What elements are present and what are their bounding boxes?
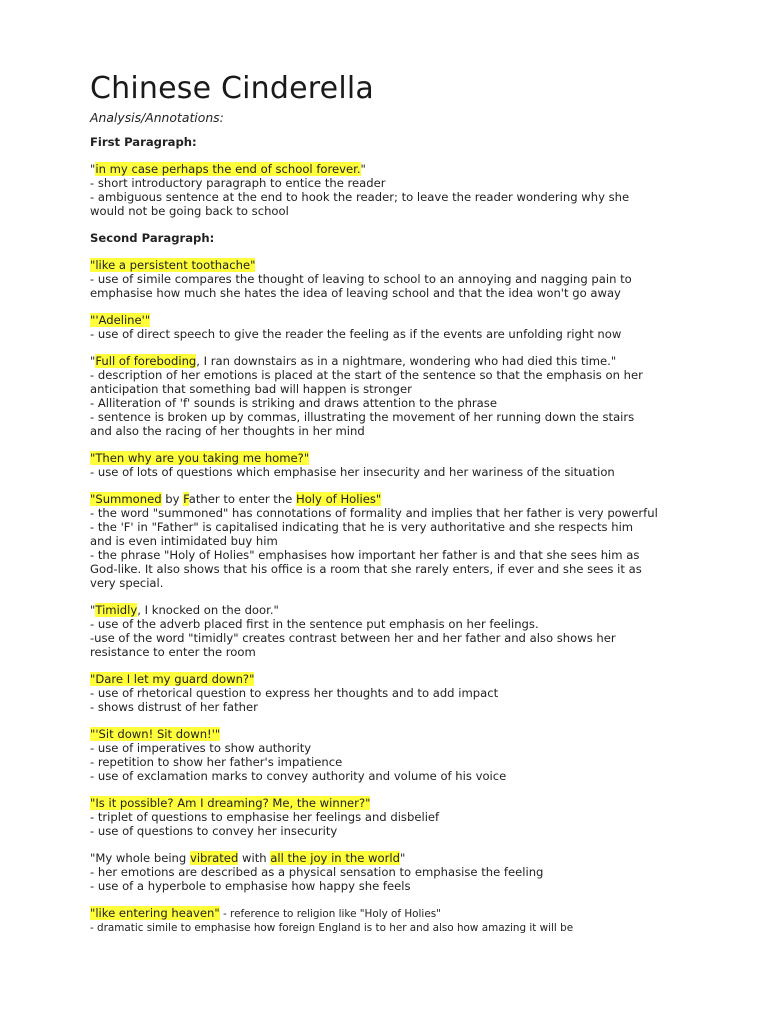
section-heading-first-paragraph: First Paragraph: xyxy=(90,135,197,149)
quote-text: " xyxy=(399,851,406,865)
note-line: - use of imperatives to show authority xyxy=(90,741,312,755)
note-line: - Alliteration of 'f' sounds is striking and draws attention to the phrase xyxy=(90,396,497,410)
highlighted-quote: F xyxy=(183,492,189,506)
note-line: - shows distrust of her father xyxy=(90,700,258,714)
annotation-block xyxy=(90,313,708,341)
highlighted-quote: "Summoned xyxy=(90,492,162,506)
quote-line xyxy=(90,313,708,327)
highlighted-quote: Timidly xyxy=(95,603,138,617)
highlighted-quote: vibrated xyxy=(189,851,239,865)
note-line: - triplet of questions to emphasise her feelings and disbelief xyxy=(90,810,440,824)
highlighted-quote: "like a persistent toothache" xyxy=(90,258,256,272)
note-line: would not be going back to school xyxy=(90,204,289,218)
note-line: - use of rhetorical question to express her thoughts and to add impact xyxy=(90,686,499,700)
highlighted-quote: "Is it possible? Am I dreaming? Me, the winner?" xyxy=(90,796,371,810)
highlighted-quote: all the joy in the world xyxy=(270,851,400,865)
note-line: -use of the word "timidly" creates contrast between her and her father and also shows her xyxy=(90,631,616,645)
note-line: - use of questions to convey her insecurity xyxy=(90,824,338,838)
note-line: - use of exclamation marks to convey authority and volume of his voice xyxy=(90,769,507,783)
annotation-block xyxy=(90,851,708,893)
note-line: - the phrase "Holy of Holies" emphasises how important her father is and that she sees him as xyxy=(90,548,640,562)
annotation-block xyxy=(90,492,708,590)
quote-text: , I ran downstairs as in a nightmare, wondering who had died this time." xyxy=(196,354,617,368)
annotation-block xyxy=(90,258,708,300)
quote-line xyxy=(90,672,708,686)
quote-text: " xyxy=(360,162,366,176)
note-line: resistance to enter the room xyxy=(90,645,256,659)
note-line: - use of the adverb placed first in the sentence put emphasis on her feelings. xyxy=(90,617,539,631)
quote-line xyxy=(90,851,708,865)
note-line: - use of lots of questions which emphasise her insecurity and her wariness of the situation xyxy=(90,465,615,479)
quote-line xyxy=(90,354,708,368)
note-line: and is even intimidated buy him xyxy=(90,534,278,548)
note-line: - the 'F' in "Father" is capitalised indicating that he is very authoritative and she respects him xyxy=(90,520,634,534)
quote-text: " xyxy=(90,354,96,368)
highlighted-quote: Full of foreboding xyxy=(95,354,197,368)
section-heading-second-paragraph: Second Paragraph: xyxy=(90,231,215,245)
quote-line xyxy=(90,727,708,741)
quote-text: " xyxy=(90,603,96,617)
note-line: very special. xyxy=(90,576,164,590)
note-line: God-like. It also shows that his office is a room that she rarely enters, if ever and she sees it as xyxy=(90,562,642,576)
annotation-block xyxy=(90,162,708,218)
note-line: - use of simile compares the thought of leaving to school to an annoying and nagging pain to xyxy=(90,272,632,286)
note-line: - use of a hyperbole to emphasise how happy she feels xyxy=(90,879,411,893)
quote-line xyxy=(90,796,708,810)
annotation-block xyxy=(90,354,708,438)
note-line: - repetition to show her father's impatience xyxy=(90,755,343,769)
highlighted-quote: "Dare I let my guard down?" xyxy=(90,672,255,686)
quote-text: with xyxy=(238,851,271,865)
highlighted-quote: "like entering heaven" xyxy=(90,906,220,920)
note-line: - short introductory paragraph to entice the reader xyxy=(90,176,386,190)
note-line: - her emotions are described as a physical sensation to emphasise the feeling xyxy=(90,865,544,879)
note-line: - the word "summoned" has connotations of formality and implies that her father is very powerful xyxy=(90,506,658,520)
quote-line xyxy=(90,906,708,921)
quote-text: "My whole being xyxy=(90,851,190,865)
annotation-block xyxy=(90,796,708,838)
quote-text: ather to enter the xyxy=(188,492,296,506)
note-line: - dramatic simile to emphasise how foreign England is to her and also how amazing it will be xyxy=(90,922,574,934)
inline-note: - reference to religion like "Holy of Holies" xyxy=(219,908,441,920)
annotation-block xyxy=(90,451,708,479)
note-line: anticipation that something bad will happen is stronger xyxy=(90,382,412,396)
quote-text: by xyxy=(161,492,184,506)
note-line: and also the racing of her thoughts in her mind xyxy=(90,424,365,438)
note-line: - sentence is broken up by commas, illustrating the movement of her running down the stairs xyxy=(90,410,635,424)
quote-line xyxy=(90,603,708,617)
quote-line xyxy=(90,451,708,465)
quote-text: , I knocked on the door." xyxy=(137,603,279,617)
note-line: - ambiguous sentence at the end to hook the reader; to leave the reader wondering why she xyxy=(90,190,630,204)
highlighted-quote: Holy of Holies" xyxy=(296,492,382,506)
note-line: - use of direct speech to give the reader the feeling as if the events are unfolding right now xyxy=(90,327,622,341)
quote-line xyxy=(90,492,708,506)
note-line: - description of her emotions is placed at the start of the sentence so that the emphasis on her xyxy=(90,368,643,382)
annotation-block xyxy=(90,603,708,659)
highlighted-quote: in my case perhaps the end of school forever. xyxy=(95,162,361,176)
annotation-block xyxy=(90,906,708,935)
highlighted-quote: "'Sit down! Sit down!'" xyxy=(90,727,221,741)
quote-line xyxy=(90,162,708,176)
highlighted-quote: "'Adeline'" xyxy=(90,313,151,327)
annotation-block xyxy=(90,672,708,714)
note-line: emphasise how much she hates the idea of leaving school and that the idea won't go away xyxy=(90,286,621,300)
highlighted-quote: "Then why are you taking me home?" xyxy=(90,451,310,465)
annotation-block xyxy=(90,727,708,783)
document-title: Chinese Cinderella xyxy=(90,71,374,106)
document-subtitle: Analysis/Annotations: xyxy=(90,110,224,125)
quote-text: " xyxy=(90,162,96,176)
quote-line xyxy=(90,258,708,272)
